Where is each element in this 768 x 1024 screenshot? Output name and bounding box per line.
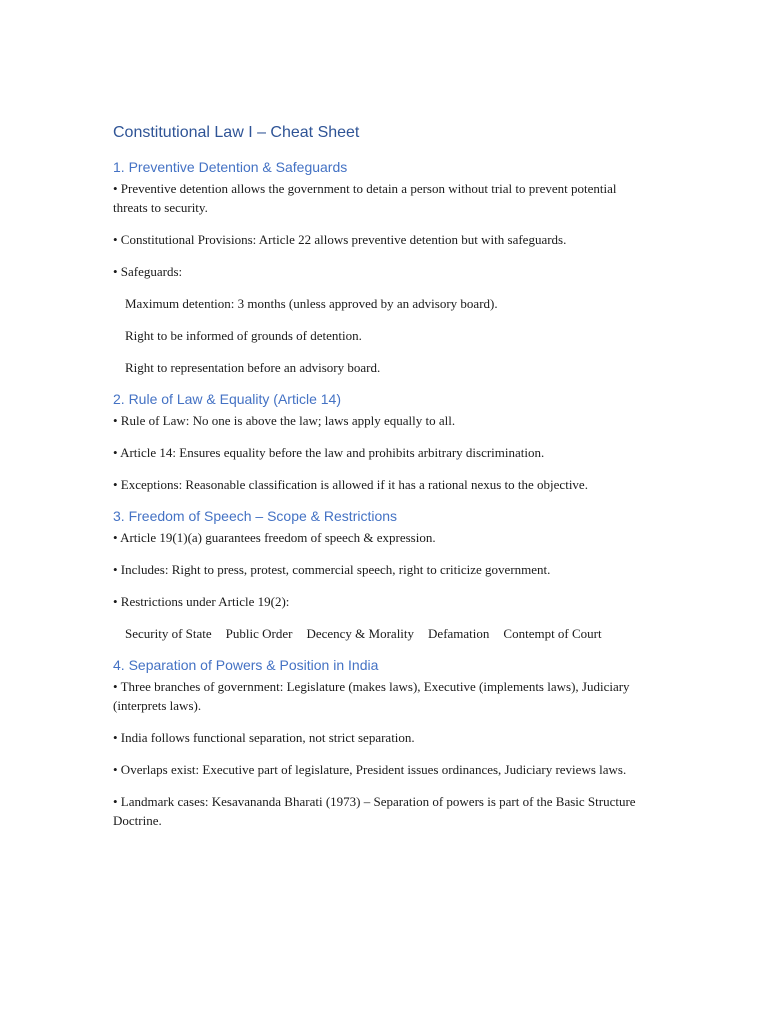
paragraph: • Landmark cases: Kesavananda Bharati (1973) – Separation of powers is part of the Basic Structure Doctrine. (113, 794, 636, 828)
paragraph: • Restrictions under Article 19(2): (113, 594, 290, 609)
paragraph: • Overlaps exist: Executive part of legislature, President issues ordinances, Judiciary reviews laws. (113, 762, 627, 777)
section-freedom-of-speech (113, 507, 653, 643)
paragraph: • Includes: Right to press, protest, commercial speech, right to criticize government. (113, 562, 551, 577)
paragraph: • Preventive detention allows the government to detain a person without trial to prevent potential threats to security. (113, 181, 617, 215)
sub-item: Right to be informed of grounds of detention. (125, 328, 362, 343)
restriction-item: Decency & Morality (306, 626, 415, 641)
paragraph: • India follows functional separation, not strict separation. (113, 730, 415, 745)
restriction-item: Public Order (225, 626, 293, 641)
sub-item: Maximum detention: 3 months (unless approved by an advisory board). (125, 296, 498, 311)
restriction-item: Security of State (125, 626, 212, 641)
paragraph: • Constitutional Provisions: Article 22 allows preventive detention but with safeguards. (113, 232, 567, 247)
section-preventive-detention (113, 158, 653, 377)
document-page (113, 124, 653, 843)
paragraph: • Article 14: Ensures equality before the law and prohibits arbitrary discrimination. (113, 445, 545, 460)
section-heading: 2. Rule of Law & Equality (Article 14) (113, 391, 341, 407)
paragraph: • Three branches of government: Legislature (makes laws), Executive (implements laws), Judiciary (interprets laws). (113, 679, 630, 713)
paragraph: • Exceptions: Reasonable classification is allowed if it has a rational nexus to the objective. (113, 477, 588, 492)
section-heading: 1. Preventive Detention & Safeguards (113, 159, 348, 175)
section-heading: 4. Separation of Powers & Position in India (113, 657, 379, 673)
section-rule-of-law (113, 390, 653, 494)
restriction-item: Contempt of Court (503, 626, 602, 641)
section-heading: 3. Freedom of Speech – Scope & Restrictions (113, 508, 398, 524)
paragraph: • Safeguards: (113, 264, 183, 279)
sub-item: Right to representation before an advisory board. (125, 360, 381, 375)
document-title: Constitutional Law I – Cheat Sheet (113, 124, 360, 141)
section-separation-of-powers (113, 656, 653, 830)
paragraph: • Rule of Law: No one is above the law; laws apply equally to all. (113, 413, 456, 428)
restriction-item: Defamation (428, 626, 490, 641)
paragraph: • Article 19(1)(a) guarantees freedom of speech & expression. (113, 530, 436, 545)
restrictions-list (113, 624, 653, 643)
